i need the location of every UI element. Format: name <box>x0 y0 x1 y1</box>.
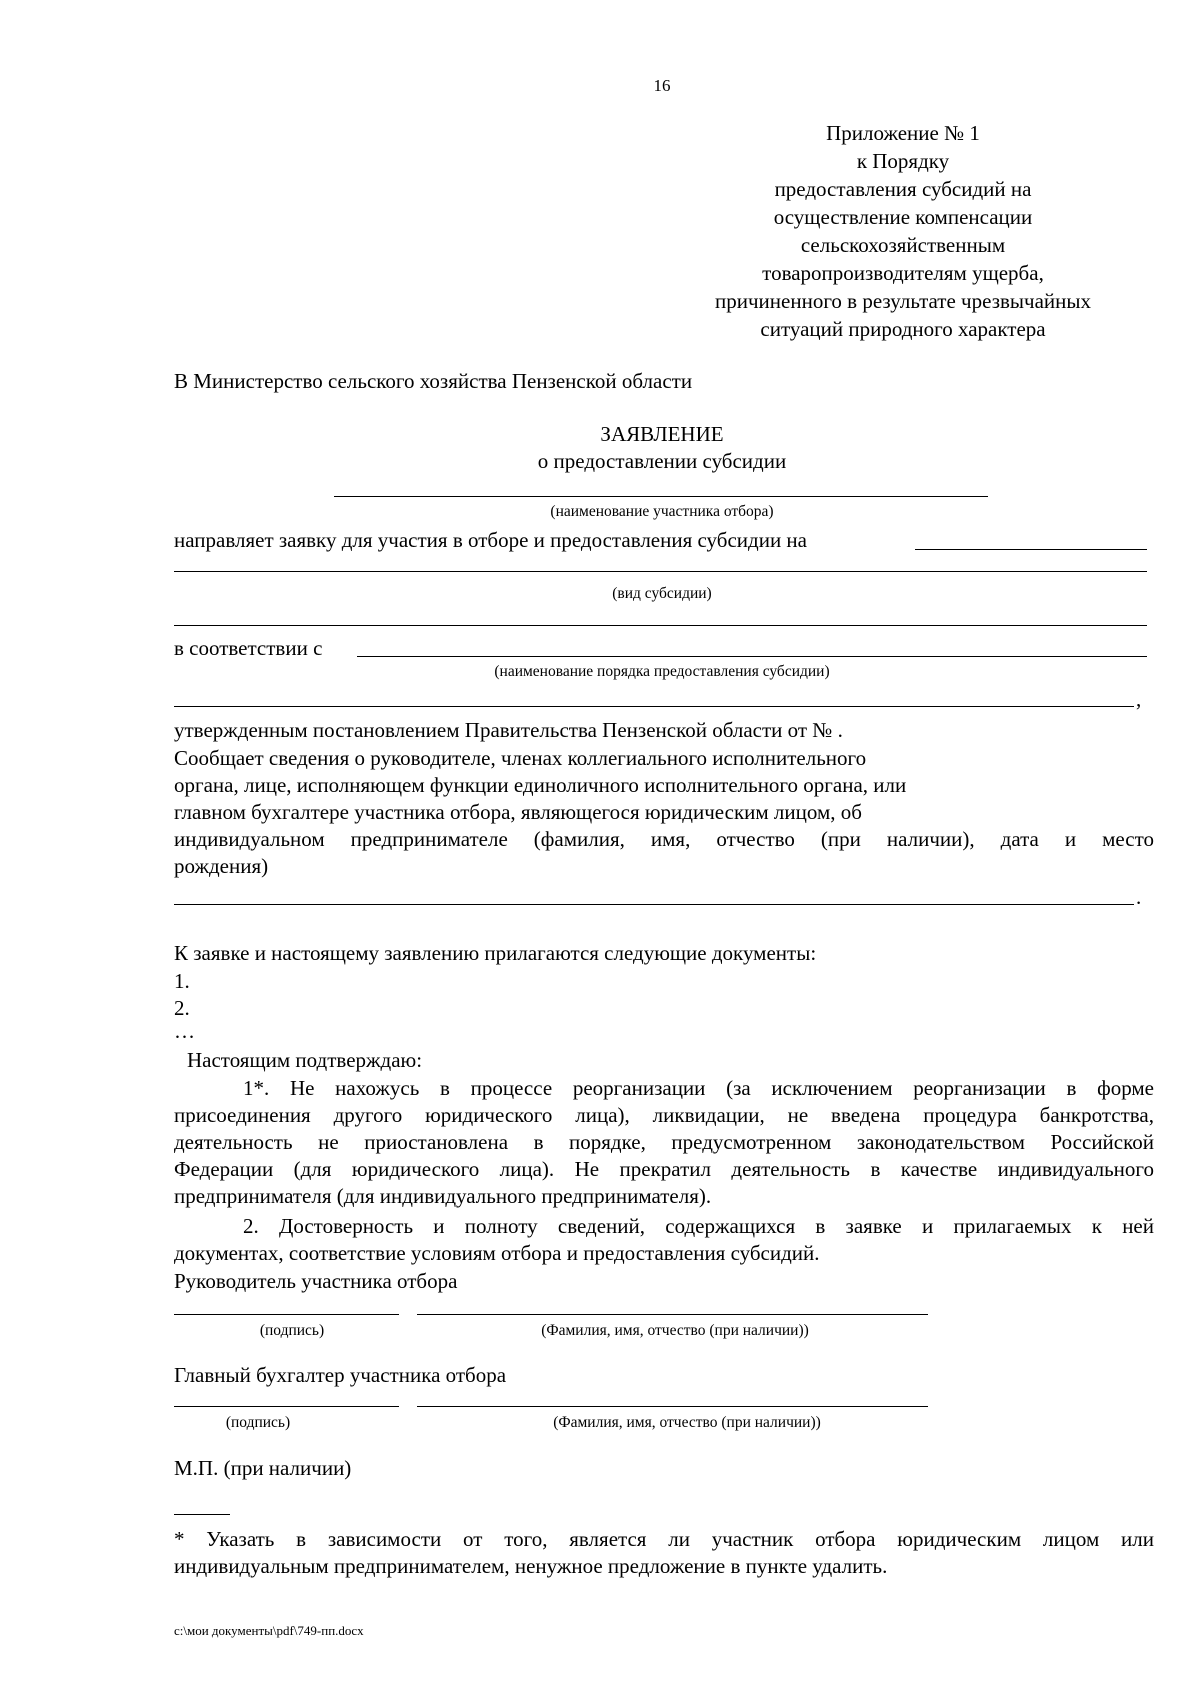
info-text: Сообщает сведения о руководителе, членах коллегиального исполнительного <box>174 746 867 770</box>
appendix-line: осуществление компенсации <box>773 205 1033 229</box>
clause-1: Федерации (для юридического лица). Не прекратил деятельность в качестве индивидуального <box>174 1157 1154 1181</box>
approved-text: утвержденным постановлением Правительства Пензенской области от № . <box>174 718 843 742</box>
appendix-line: ситуаций природного характера <box>760 317 1046 341</box>
signature-caption: (подпись) <box>259 1322 325 1339</box>
clause-1: 1*. Не нахожусь в процессе реорганизации (за исключением реорганизации в форме <box>243 1076 1154 1100</box>
subsidy-type-line[interactable] <box>174 571 1147 572</box>
info-text: органа, лице, исполняющем функции единоличного исполнительного органа, или <box>174 773 907 797</box>
footer-file-path: c:\мои документы\pdf\749-пп.docx <box>174 1623 364 1638</box>
appendix-line: сельскохозяйственным <box>800 233 1006 257</box>
addressee: В Министерство сельского хозяйства Пензенской области <box>174 369 693 393</box>
appendix-line: товаропроизводителям ущерба, <box>762 261 1044 285</box>
fio-caption: (Фамилия, имя, отчество (при наличии)) <box>541 1322 809 1339</box>
attached-text: К заявке и настоящему заявлению прилагаются следующие документы: <box>174 941 817 965</box>
procedure-caption: (наименование порядка предоставления субсидии) <box>494 663 830 680</box>
head-signature-line[interactable] <box>174 1314 399 1315</box>
stamp-label: М.П. (при наличии) <box>174 1456 352 1480</box>
subsidy-type-caption: (вид субсидии) <box>612 585 712 602</box>
appendix-line: предоставления субсидий на <box>774 177 1032 201</box>
info-text: рождения) <box>174 854 269 878</box>
accountant-signature-line[interactable] <box>174 1406 399 1407</box>
clause-1: предпринимателя (для индивидуального предпринимателя). <box>174 1184 712 1208</box>
confirm-text: Настоящим подтверждаю: <box>187 1048 423 1072</box>
participant-name-line[interactable] <box>334 496 988 497</box>
comma: , <box>1136 687 1142 711</box>
period: . <box>1136 885 1142 909</box>
head-fio-line[interactable] <box>417 1314 928 1315</box>
subsidy-fill-line[interactable] <box>915 549 1147 550</box>
subsidy-type-line-2[interactable] <box>174 625 1147 626</box>
clause-1: деятельность не приостановлена в порядке, предусмотренном законодательством Российской <box>174 1130 1154 1154</box>
sends-request-text: направляет заявку для участия в отборе и предоставления субсидии на <box>174 528 807 552</box>
signature-caption: (подпись) <box>225 1414 291 1431</box>
procedure-line-2[interactable] <box>174 706 1134 707</box>
appendix-line: к Порядку <box>856 149 950 173</box>
accountant-label: Главный бухгалтер участника отбора <box>174 1363 507 1387</box>
in-accordance-text: в соответствии с <box>174 636 323 660</box>
accountant-fio-line[interactable] <box>417 1406 928 1407</box>
procedure-line[interactable] <box>357 656 1147 657</box>
participant-name-caption: (наименование участника отбора) <box>550 503 774 520</box>
appendix-line: Приложение № 1 <box>826 121 980 145</box>
list-item: 2. <box>174 996 190 1020</box>
persons-info-line[interactable] <box>174 904 1134 905</box>
list-item: 1. <box>174 969 190 993</box>
clause-2: документах, соответствие условиям отбора и предоставления субсидий. <box>174 1241 820 1265</box>
document-subtitle: о предоставлении субсидии <box>537 449 787 473</box>
info-text: индивидуальном предпринимателе (фамилия, имя, отчество (при наличии), дата и место <box>174 827 1154 851</box>
footnote-separator <box>174 1514 230 1515</box>
fio-caption: (Фамилия, имя, отчество (при наличии)) <box>553 1414 821 1431</box>
head-label: Руководитель участника отбора <box>174 1269 458 1293</box>
page-number: 16 <box>653 76 671 95</box>
list-ellipsis: … <box>174 1019 195 1043</box>
footnote-text: * Указать в зависимости от того, является ли участник отбора юридическим лицом или <box>174 1527 1154 1551</box>
clause-1: присоединения другого юридического лица), ликвидации, не введена процедура банкротства, <box>174 1103 1154 1127</box>
footnote-text: индивидуальным предпринимателем, ненужное предложение в пункте удалить. <box>174 1554 888 1578</box>
clause-2: 2. Достоверность и полноту сведений, содержащихся в заявке и прилагаемых к ней <box>243 1214 1154 1238</box>
document-title: ЗАЯВЛЕНИЕ <box>600 422 724 446</box>
appendix-line: причиненного в результате чрезвычайных <box>715 289 1091 313</box>
info-text: главном бухгалтере участника отбора, являющегося юридическим лицом, об <box>174 800 862 824</box>
